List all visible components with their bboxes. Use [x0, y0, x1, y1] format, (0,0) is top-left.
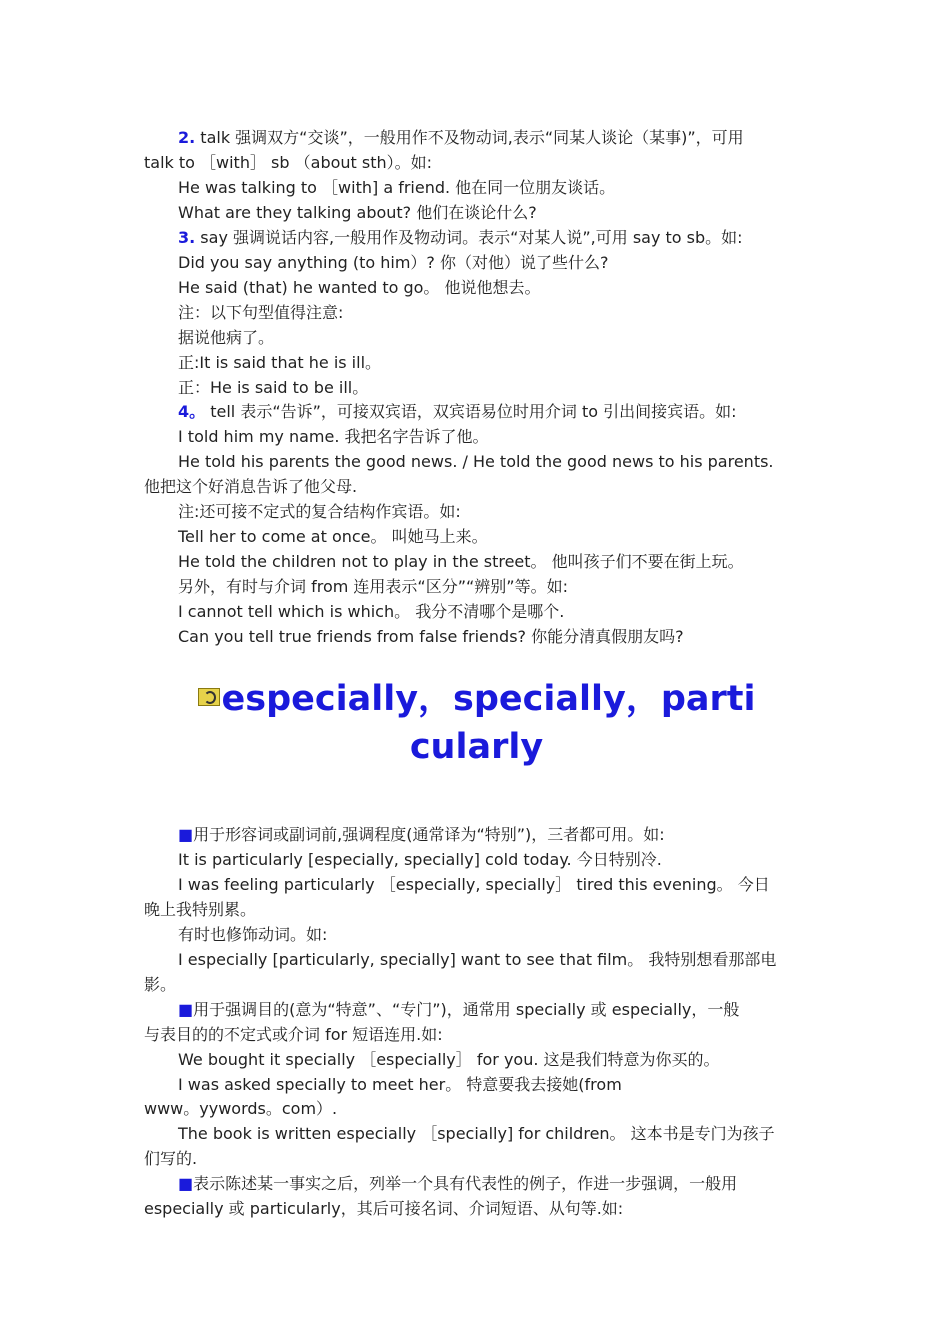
paragraph-tell [178, 399, 808, 424]
example-sentence: I cannot tell which is which。 我分不清哪个是哪个. [178, 602, 565, 621]
example-sentence: Can you tell true friends from false friends? 你能分清真假朋友吗? [178, 627, 684, 646]
example-sentence: It is particularly [especially, specially] cold today. 今日特别冷. [178, 850, 662, 869]
heading-line-1: especially，specially，parti [221, 679, 756, 719]
bullet-paragraph [178, 997, 808, 1022]
example-sentence: Did you say anything (to him）? 你（对他）说了些什么? [178, 253, 609, 272]
example-sentence: I was asked specially to meet her。 特意要我去接她(from [178, 1075, 622, 1094]
bullet-paragraph [178, 822, 808, 847]
note-icon [198, 688, 220, 706]
example-sentence: We bought it specially ［especially］ for you. 这是我们特意为你买的。 [178, 1050, 720, 1069]
paragraph-text: tell 表示“告诉”，可接双宾语，双宾语易位时用介词 to 引出间接宾语。如: [205, 402, 737, 421]
example-sentence: He told his parents the good news. / He told the good news to his parents. [178, 452, 774, 471]
example-sentence: He said (that) he wanted to go。 他说他想去。 [178, 278, 541, 297]
paragraph-text: say 强调说话内容,一般用作及物动词。表示“对某人说”,可用 say to sb。如: [195, 228, 743, 247]
paragraph-text: 表示陈述某一事实之后，列举一个具有代表性的例子，作进一步强调，一般用 [193, 1174, 738, 1193]
paragraph-text: 另外，有时与介词 from 连用表示“区分”“辨别”等。如: [178, 577, 568, 596]
note-text: 注：以下句型值得注意: [178, 303, 344, 322]
example-sentence: 据说他病了。 [178, 328, 275, 347]
example-sentence: 正：He is said to be ill。 [178, 378, 369, 397]
example-sentence: 们写的. [144, 1149, 198, 1168]
item-number: 2. [178, 128, 196, 147]
heading-line-2: cularly [409, 727, 544, 767]
square-bullet-icon: ■ [178, 1000, 194, 1019]
square-bullet-icon: ■ [178, 1174, 194, 1193]
example-sentence: He was talking to ［with] a friend. 他在同一位朋友谈话。 [178, 178, 616, 197]
paragraph-text: talk 强调双方“交谈”，一般用作不及物动词,表示“同某人谈论（某事)”，可用 [195, 128, 744, 147]
example-sentence: Tell her to come at once。 叫她马上来。 [178, 527, 488, 546]
paragraph-text: especially 或 particularly，其后可接名词、介词短语、从句等.如: [144, 1199, 624, 1218]
section-heading [144, 675, 809, 723]
example-sentence: 晚上我特别累。 [144, 900, 257, 919]
example-sentence: 他把这个好消息告诉了他父母. [144, 477, 358, 496]
paragraph-text: 与表目的的不定式或介词 for 短语连用.如: [144, 1025, 443, 1044]
example-sentence: 影。 [144, 975, 177, 994]
square-bullet-icon: ■ [178, 825, 194, 844]
example-sentence: I especially [particularly, specially] want to see that film。 我特别想看那部电 [178, 950, 777, 969]
example-sentence: www。yywords。com）. [144, 1099, 338, 1118]
paragraph-text: talk to ［with］ sb （about sth）。如: [144, 153, 433, 172]
example-sentence: 正:It is said that he is ill。 [178, 353, 382, 372]
paragraph-say [178, 225, 808, 250]
item-number: 3. [178, 228, 196, 247]
example-sentence: What are they talking about? 他们在谈论什么? [178, 203, 537, 222]
note-text: 注:还可接不定式的复合结构作宾语。如: [178, 502, 461, 521]
paragraph-text: 用于形容词或副词前,强调程度(通常译为“特别”)，三者都可用。如: [193, 825, 665, 844]
paragraph-text: 用于强调目的(意为“特意”、“专门”)，通常用 specially 或 especially，一般 [193, 1000, 740, 1019]
paragraph-text: 有时也修饰动词。如: [178, 925, 328, 944]
example-sentence: I was feeling particularly ［especially, specially］ tired this evening。 今日 [178, 875, 770, 894]
example-sentence: The book is written especially ［specially] for children。 这本书是专门为孩子 [178, 1124, 775, 1143]
example-sentence: He told the children not to play in the street。 他叫孩子们不要在街上玩。 [178, 552, 744, 571]
item-number: 4。 [178, 402, 206, 421]
example-sentence: I told him my name. 我把名字告诉了他。 [178, 427, 489, 446]
paragraph-talk [178, 125, 808, 150]
bullet-paragraph [178, 1171, 808, 1196]
